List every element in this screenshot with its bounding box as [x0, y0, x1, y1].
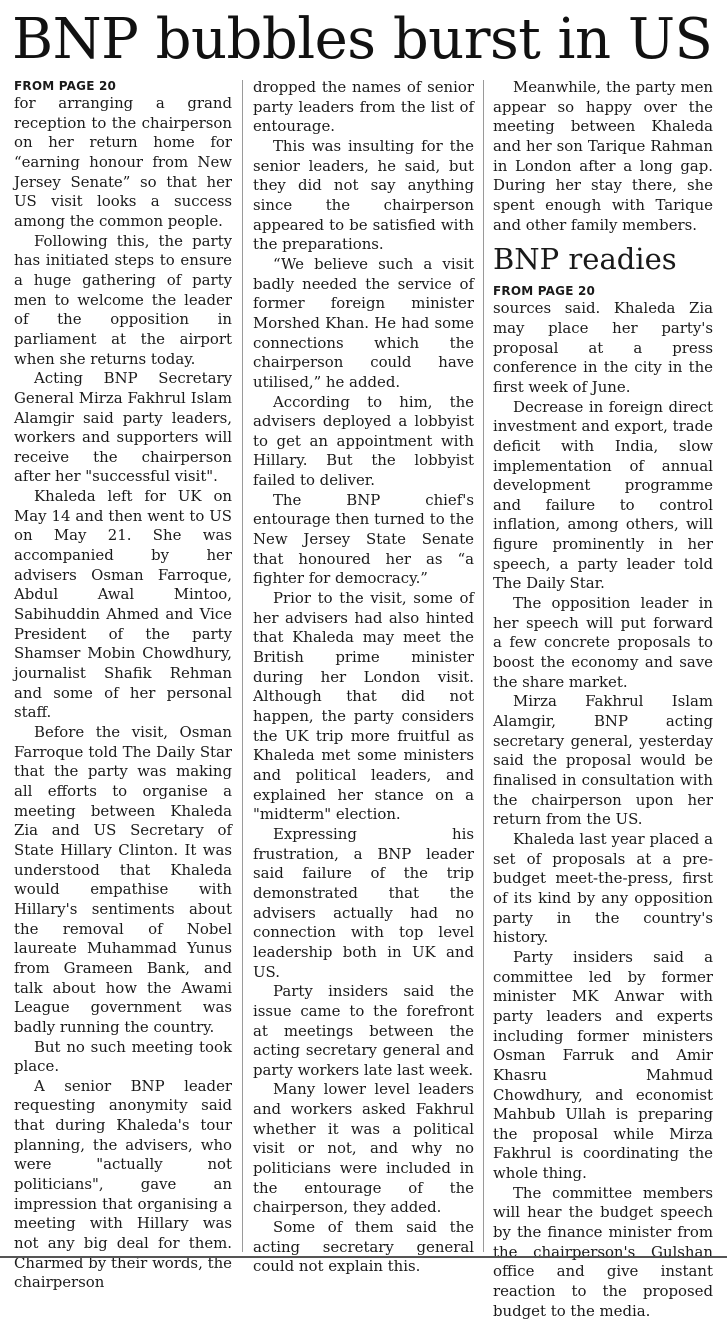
article-paragraph: “We believe such a visit badly needed the service of former foreign minister Morshed Khan. He had some connections which the chairperson could have utilised,” he added. — [253, 254, 474, 391]
column-divider — [483, 80, 484, 1252]
article-paragraph: Khaleda last year placed a set of proposals at a pre-budget meet-the-press, first of its kind by any opposition party in the country's history. — [493, 829, 713, 947]
bottom-border — [0, 1256, 727, 1258]
column-divider — [242, 80, 243, 1252]
from-page-kicker: FROM PAGE 20 — [493, 284, 596, 299]
article-paragraph: Mirza Fakhrul Islam Alamgir, BNP acting secretary general, yesterday said the proposal would be finalised in consultation with the chairperson upon her return from the US. — [493, 692, 713, 829]
article-paragraph: Following this, the party has initiated steps to ensure a huge gathering of party men to welcome the leader of the opposition in parliament at the airport when she returns today. — [14, 231, 232, 368]
article-paragraph: Party insiders said a committee led by former minister MK Anwar with party leaders and experts including former ministers Osman Farruk and Amir Khasru Mahmud Chowdhury, and economist Mahbub Ullah is preparing the proposal while Mirza Fakhrul is coordinating the whole thing. — [493, 947, 713, 1183]
article-column-1 — [14, 78, 232, 1292]
headline: BNP bubbles burst in US — [12, 7, 713, 72]
article-paragraph: The BNP chief's entourage then turned to the New Jersey State Senate that honoured her as “a fighter for democracy.” — [253, 490, 474, 588]
article-paragraph: According to him, the advisers deployed a lobbyist to get an appointment with Hillary. But the lobbyist failed to deliver. — [253, 392, 474, 490]
article-paragraph: A senior BNP leader requesting anonymity said that during Khaleda's tour planning, the advisers, who were "actually not politicians", gave an impression that organising a meeting with Hillary was not any big deal for them. Charmed by their words, the chairperson — [14, 1076, 232, 1292]
article-paragraph: dropped the names of senior party leaders from the list of entourage. — [253, 78, 474, 136]
article-column-3 — [493, 78, 713, 1320]
article-paragraph: The opposition leader in her speech will put forward a few concrete proposals to boost the economy and save the share market. — [493, 594, 713, 691]
article-paragraph: Many lower level leaders and workers asked Fakhrul whether it was a political visit or not, and why no politicians were included in the entourage of the chairperson, they added. — [253, 1080, 474, 1217]
article-paragraph: Party insiders said the issue came to the forefront at meetings between the acting secretary general and party workers late last week. — [253, 982, 474, 1079]
article-paragraph: Decrease in foreign direct investment and export, trade deficit with India, slow implementation of annual development programme and failure to control inflation, among others, will figure prominently in her speech, a party leader told The Daily Star. — [493, 397, 713, 593]
article-paragraph: Some of them said the acting secretary general could not explain this. — [253, 1218, 474, 1276]
article-paragraph: Prior to the visit, some of her advisers had also hinted that Khaleda may meet the British prime minister during her London visit. Although that did not happen, the party considers the UK trip more fruitful as Khaleda met some ministers and political leaders, and explained her stance on a "midterm" election. — [253, 589, 474, 824]
article-paragraph: Meanwhile, the party men appear so happy over the meeting between Khaleda and her son Tarique Rahman in London after a long gap. During her stay there, she spent enough with Tarique and other family members. — [493, 78, 713, 234]
article-column-2 — [253, 78, 474, 1276]
article-paragraph: Khaleda left for UK on May 14 and then went to US on May 21. She was accompanied by her advisers Osman Farroque, Abdul Awal Mintoo, Sabihuddin Ahmed and Vice President of the party Shamser Mobin Chowdhury, journalist Shafik Rehman and some of her personal staff. — [14, 487, 232, 722]
article-paragraph: sources said. Khaleda Zia may place her party's proposal at a press conference in the city in the first week of June. — [493, 299, 713, 396]
article-paragraph: Acting BNP Secretary General Mirza Fakhrul Islam Alamgir said party leaders, workers and supporters will receive the chairperson after her "successful visit". — [14, 369, 232, 486]
article-paragraph: for arranging a grand reception to the chairperson on her return home for “earning honour from New Jersey Senate” so that her US visit looks a success among the common people. — [14, 94, 232, 230]
article-paragraph: Expressing his frustration, a BNP leader said failure of the trip demonstrated that the advisers actually had no connection with top level leadership both in UK and US. — [253, 824, 474, 981]
second-story-headline: BNP readies — [493, 242, 677, 277]
article-paragraph: This was insulting for the senior leaders, he said, but they did not say anything since the chairperson appeared to be satisfied with the preparations. — [253, 136, 474, 254]
article-paragraph: But no such meeting took place. — [14, 1037, 232, 1076]
from-page-kicker: FROM PAGE 20 — [14, 79, 117, 93]
article-paragraph: Before the visit, Osman Farroque told The Daily Star that the party was making all efforts to organise a meeting between Khaleda Zia and US Secretary of State Hillary Clinton. It was understood that Khaleda would empathise with Hillary's sentiments about the removal of Nobel laureate Muhammad Yunus from Grameen Bank, and talk about how the Awami League government was badly running the country. — [14, 723, 232, 1036]
article-paragraph: The committee members will hear the budget speech by the finance minister from the chairperson's Gulshan office and give instant reaction to the proposed budget to the media. — [493, 1183, 713, 1320]
